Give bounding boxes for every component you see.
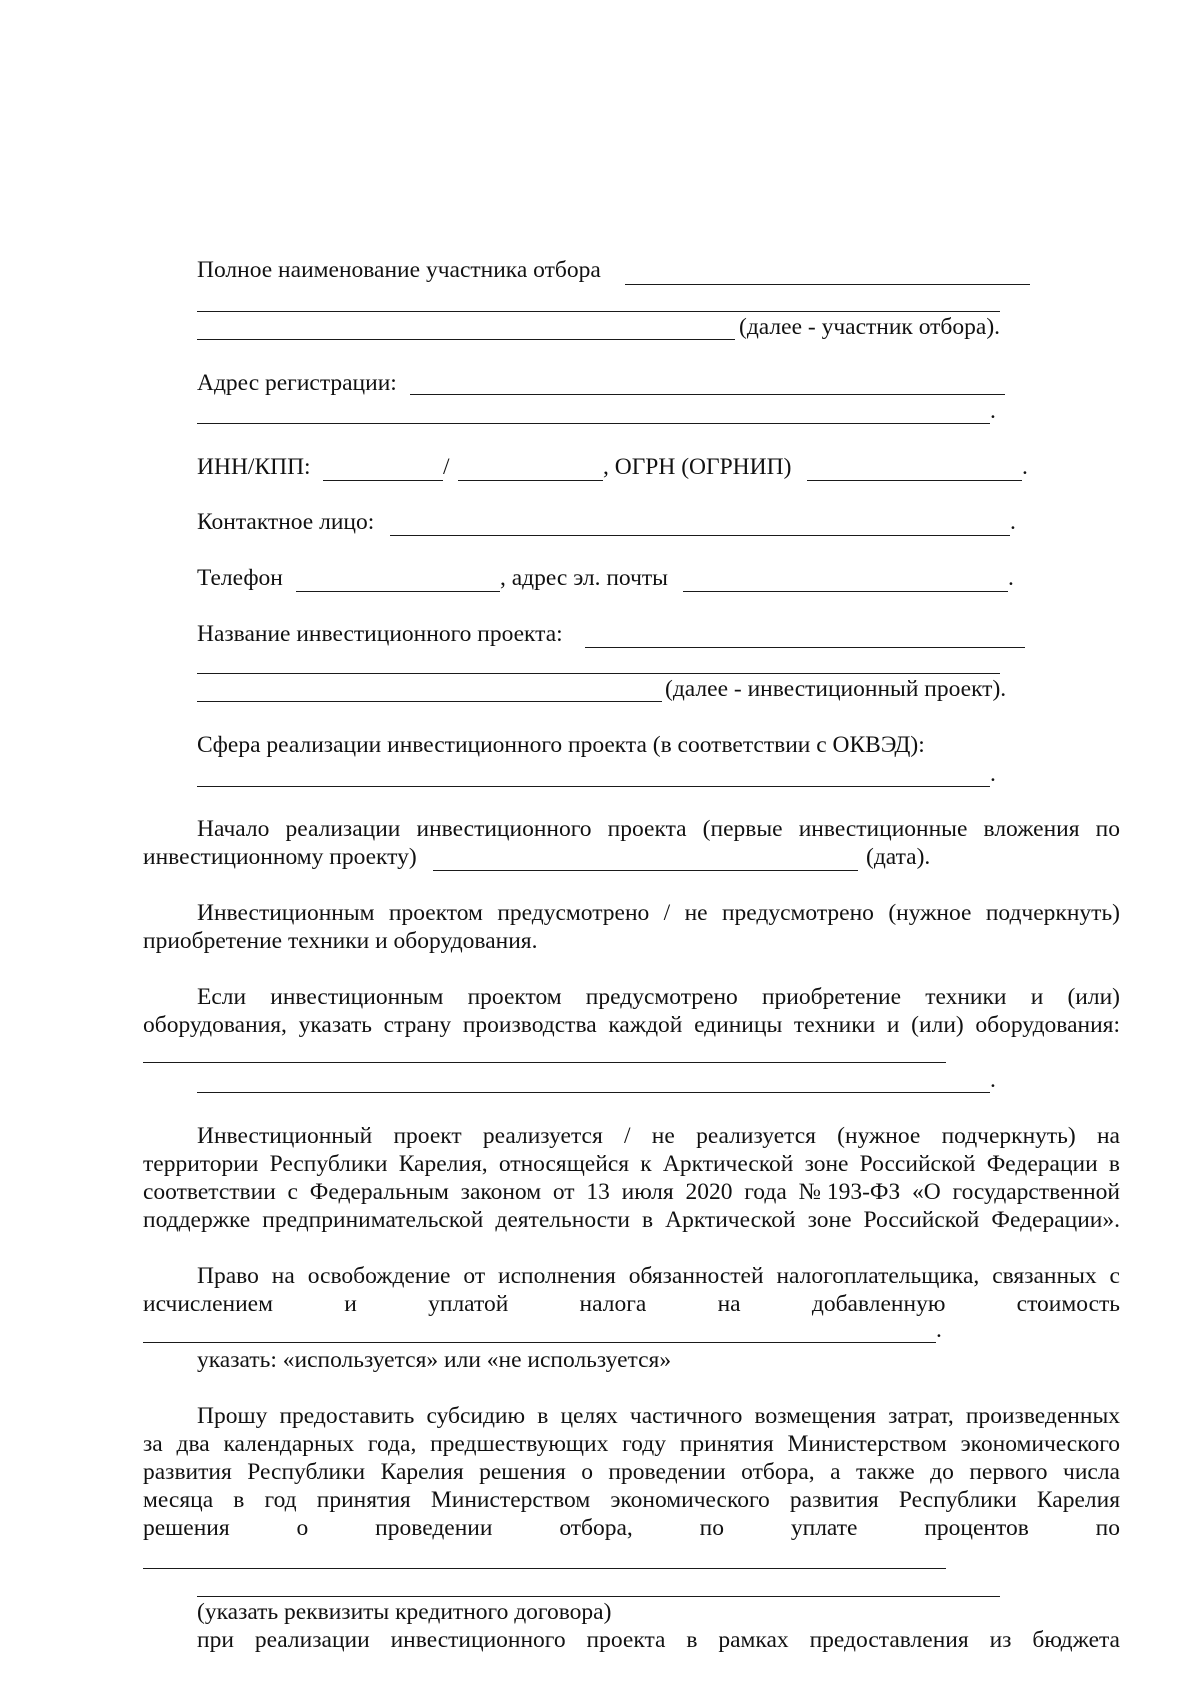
address-field-line2[interactable] bbox=[197, 423, 990, 424]
phone-label: Телефон bbox=[197, 565, 283, 591]
contact-field[interactable] bbox=[390, 535, 1010, 536]
start-date-field[interactable] bbox=[433, 870, 858, 871]
contact-label: Контактное лицо: bbox=[197, 509, 375, 535]
vat-field[interactable] bbox=[143, 1342, 936, 1343]
country-line-2: оборудования, указать страну производства каждой единицы техники и (или) оборудования: bbox=[143, 1012, 1120, 1038]
subsidy-line-2: за два календарных года, предшествующих году принятия Министерством экономического bbox=[143, 1431, 1120, 1457]
participant-name-field-line3[interactable] bbox=[197, 339, 735, 340]
country-field-line2[interactable] bbox=[197, 1092, 990, 1093]
email-field[interactable] bbox=[683, 591, 1008, 592]
subsidy-line-1: Прошу предоставить субсидию в целях частичного возмещения затрат, произведенных bbox=[197, 1403, 1120, 1429]
arctic-line-1: Инвестиционный проект реализуется / не реализуется (нужное подчеркнуть) на bbox=[197, 1123, 1120, 1149]
subsidy-line-3: развития Республики Карелия решения о проведении отбора, а также до первого числа bbox=[143, 1459, 1120, 1485]
address-label: Адрес регистрации: bbox=[197, 370, 397, 396]
ogrn-period: . bbox=[1022, 454, 1028, 480]
start-line-2-prefix: инвестиционному проекту) bbox=[143, 844, 417, 870]
project-suffix: (далее - инвестиционный проект). bbox=[665, 676, 1007, 702]
arctic-line-3: соответствии с Федеральным законом от 13 июля 2020 года №193-ФЗ «О государственной bbox=[143, 1179, 1120, 1205]
email-period: . bbox=[1008, 565, 1014, 591]
address-period: . bbox=[990, 398, 996, 424]
phone-field[interactable] bbox=[296, 591, 500, 592]
inn-kpp-label: ИНН/КПП: bbox=[197, 454, 311, 480]
arctic-line-4: поддержке предпринимательской деятельности в Арктической зоне Российской Федерации». bbox=[143, 1207, 1120, 1233]
equip-line-1: Инвестиционным проектом предусмотрено / не предусмотрено (нужное подчеркнуть) bbox=[197, 900, 1120, 926]
country-field[interactable] bbox=[143, 1062, 946, 1063]
ogrn-field[interactable] bbox=[807, 480, 1022, 481]
start-line-2-suffix: (дата). bbox=[866, 844, 931, 870]
vat-line-1: Право на освобождение от исполнения обязанностей налогоплательщика, связанных с bbox=[197, 1263, 1120, 1289]
credit-agreement-field-line2[interactable] bbox=[197, 1596, 1000, 1597]
credit-hint: (указать реквизиты кредитного договора) bbox=[197, 1599, 612, 1625]
equip-line-2: приобретение техники и оборудования. bbox=[143, 928, 538, 954]
sphere-label: Сфера реализации инвестиционного проекта (в соответствии с ОКВЭД): bbox=[197, 732, 925, 758]
participant-suffix: (далее - участник отбора). bbox=[739, 314, 1001, 340]
contact-period: . bbox=[1010, 509, 1016, 535]
inn-kpp-slash: / bbox=[443, 454, 450, 480]
country-line-1: Если инвестиционным проектом предусмотрено приобретение техники и (или) bbox=[197, 984, 1120, 1010]
project-name-field[interactable] bbox=[585, 647, 1025, 648]
email-label: , адрес эл. почты bbox=[500, 565, 668, 591]
vat-period: . bbox=[936, 1317, 942, 1343]
inn-field[interactable] bbox=[323, 480, 443, 481]
project-name-field-line2[interactable] bbox=[197, 673, 1000, 674]
project-name-field-line3[interactable] bbox=[197, 701, 662, 702]
vat-hint: указать: «используется» или «не используется» bbox=[197, 1347, 672, 1373]
participant-name-label: Полное наименование участника отбора bbox=[197, 257, 601, 283]
kpp-field[interactable] bbox=[458, 480, 603, 481]
sphere-period: . bbox=[990, 761, 996, 787]
budget-line: при реализации инвестиционного проекта в рамках предоставления из бюджета bbox=[197, 1627, 1120, 1653]
sphere-field[interactable] bbox=[197, 786, 990, 787]
credit-agreement-field[interactable] bbox=[143, 1568, 946, 1569]
ogrn-label: , ОГРН (ОГРНИП) bbox=[603, 454, 792, 480]
arctic-line-2: территории Республики Карелия, относящейся к Арктической зоне Российской Федерации в bbox=[143, 1151, 1120, 1177]
subsidy-line-5: решения о проведении отбора, по уплате процентов по bbox=[143, 1515, 1120, 1541]
participant-name-field-line2[interactable] bbox=[197, 311, 1000, 312]
address-field[interactable] bbox=[410, 394, 1005, 395]
participant-name-field[interactable] bbox=[625, 284, 1030, 285]
vat-line-2: исчислением и уплатой налога на добавленную стоимость bbox=[143, 1291, 1120, 1317]
project-name-label: Название инвестиционного проекта: bbox=[197, 621, 563, 647]
subsidy-line-4: месяца в год принятия Министерством экономического развития Республики Карелия bbox=[143, 1487, 1120, 1513]
start-line-1: Начало реализации инвестиционного проекта (первые инвестиционные вложения по bbox=[197, 816, 1120, 842]
country-period: . bbox=[990, 1067, 996, 1093]
